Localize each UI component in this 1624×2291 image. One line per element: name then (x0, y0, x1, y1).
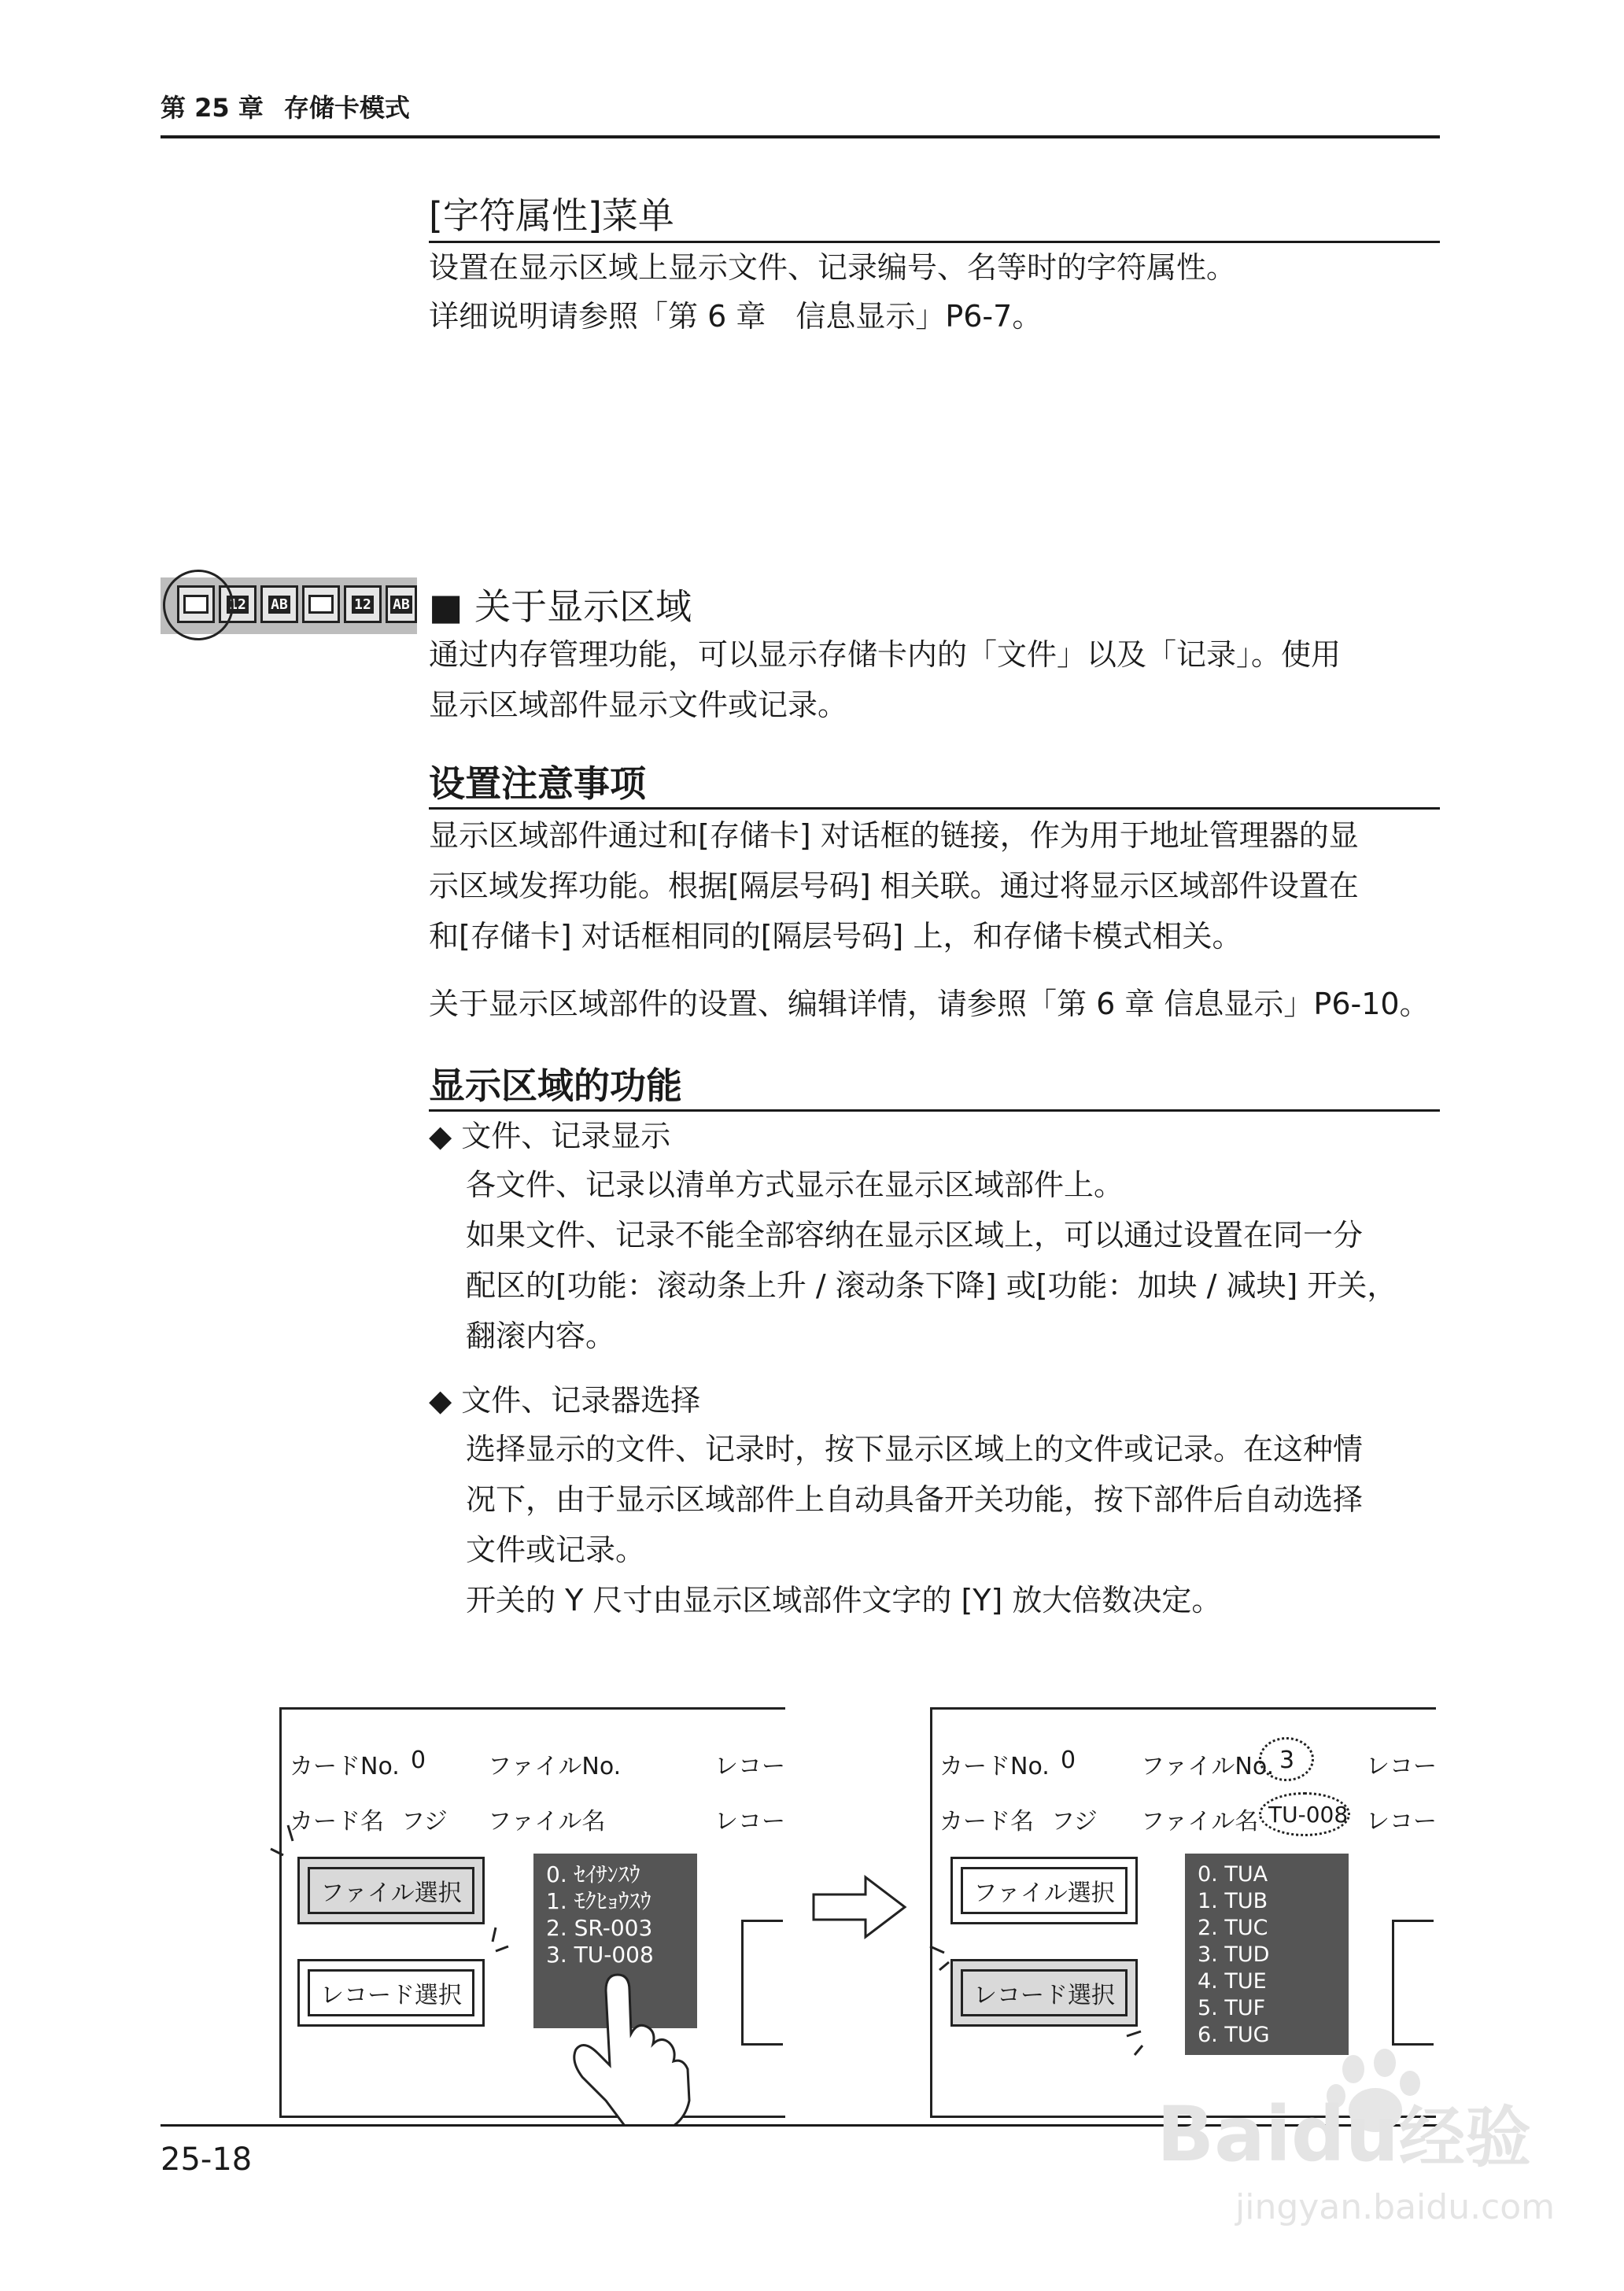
record-select-button[interactable]: レコード選択 (297, 1959, 485, 2027)
card-no-value: 0 (1061, 1747, 1076, 1774)
section-heading-notes: 设置注意事项 (429, 762, 646, 805)
paragraph-line: 开关的 Y 尺寸由显示区域部件文字的 [Y] 放大倍数决定。 (466, 1583, 1222, 1618)
card-no-label: カードNo. (939, 1753, 1050, 1780)
file-list-display[interactable] (1185, 1854, 1349, 2055)
list-item[interactable]: 0. ｾｲｻﾝｽｳ (546, 1861, 640, 1887)
display-area-icon (302, 585, 340, 623)
paragraph-line: 配区的[功能：滚动条上升 / 滚动条下降] 或[功能：加块 / 减块] 开关， (466, 1268, 1397, 1303)
transition-arrow-icon (810, 1872, 913, 1943)
paragraph-line: 如果文件、记录不能全部容纳在显示区域上，可以通过设置在同一分 (466, 1218, 1364, 1252)
chapter-number: 第 25 章 (161, 93, 264, 123)
record-label: レコー (714, 1753, 785, 1780)
file-no-label: ファイルNo. (488, 1753, 622, 1780)
header-rule (161, 135, 1440, 138)
file-no-value: 3 (1279, 1747, 1295, 1774)
number-display-icon: 12 (344, 585, 382, 623)
card-name-label: カード名 (939, 1808, 1034, 1835)
watermark-logo: Baidu经验 (1157, 2090, 1531, 2178)
page-number: 25-18 (161, 2142, 253, 2178)
file-name-label: ファイル名 (1141, 1808, 1259, 1835)
section-heading-functions: 显示区域的功能 (429, 1064, 682, 1107)
click-spark (939, 1962, 949, 1970)
card-name-value: フジ (1051, 1808, 1098, 1835)
card-name-label: カード名 (290, 1808, 384, 1835)
file-no-label: ファイルNo. (1141, 1753, 1275, 1780)
list-item[interactable]: 1. TUB (1198, 1889, 1268, 1913)
click-spark (1135, 2046, 1142, 2055)
file-select-button[interactable]: ファイル選択 (297, 1857, 485, 1924)
list-item[interactable]: 0. TUA (1198, 1862, 1268, 1887)
list-item[interactable]: 3. TU-008 (546, 1942, 654, 1968)
click-spark (288, 1825, 293, 1841)
scroll-buttons-partial (1392, 1920, 1434, 2046)
record-label: レコー (714, 1808, 785, 1835)
paragraph-line: 各文件、记录以清单方式显示在显示区域部件上。 (466, 1168, 1124, 1202)
paragraph-line: 况下，由于显示区域部件上自动具备开关功能，按下部件后自动选择 (466, 1482, 1364, 1517)
list-item[interactable]: 6. TUG (1198, 2023, 1270, 2047)
paragraph-line: 选择显示的文件、记录时，按下显示区域上的文件或记录。在这种情 (466, 1432, 1364, 1466)
highlight-circle (163, 570, 234, 640)
click-spark (493, 1928, 496, 1942)
text-display-icon: AB (260, 585, 298, 623)
file-select-button[interactable]: ファイル選択 (950, 1857, 1138, 1924)
paragraph-line: 示区域发挥功能。根据[隔层号码] 相关联。通过将显示区域部件设置在 (429, 869, 1359, 903)
list-item[interactable]: 5. TUF (1198, 1996, 1266, 2020)
section-heading-display-area: ■ 关于显示区域 (429, 585, 692, 628)
list-item[interactable]: 3. TUD (1198, 1942, 1270, 1967)
file-name-value: TU-008 (1268, 1802, 1349, 1828)
bullet-title: ◆ 文件、记录显示 (429, 1119, 671, 1153)
heading-rule (429, 807, 1440, 810)
chapter-header (161, 88, 410, 124)
click-spark (496, 1946, 508, 1951)
paragraph-line: 显示区域部件显示文件或记录。 (429, 688, 848, 722)
paragraph-line: 通过内存管理功能，可以显示存储卡内的「文件」以及「记录」。使用 (429, 637, 1342, 672)
list-item[interactable]: 4. TUE (1198, 1969, 1267, 1994)
paragraph-line: 翻滚内容。 (466, 1319, 616, 1353)
click-spark (1127, 2031, 1141, 2036)
paragraph-line: 设置在显示区域上显示文件、记录编号、名等时的字符属性。 (429, 250, 1237, 285)
paragraph-line: 文件或记录。 (466, 1533, 646, 1567)
list-item[interactable]: 1. ﾓｸﾋｮｳｽｳ (546, 1888, 651, 1914)
record-label: レコー (1366, 1808, 1437, 1835)
record-select-button[interactable]: レコード選択 (950, 1959, 1138, 2027)
file-name-label: ファイル名 (488, 1808, 606, 1835)
section-heading-char-attr: [字符属性]菜单 (429, 194, 674, 237)
list-item[interactable]: 2. TUC (1198, 1916, 1268, 1940)
record-label: レコー (1366, 1753, 1437, 1780)
text-display-icon: AB (386, 585, 417, 623)
number-display-icon: 12 (219, 585, 257, 623)
click-spark (271, 1849, 283, 1855)
paragraph-line: 详细说明请参照「第 6 章 信息显示」P6-7。 (429, 299, 1043, 334)
paragraph-line: 和[存储卡] 对话框相同的[隔层号码] 上，和存储卡模式相关。 (429, 919, 1242, 954)
card-no-label: カードNo. (290, 1753, 400, 1780)
click-spark (930, 1946, 944, 1953)
chapter-title: 存储卡模式 (283, 93, 410, 123)
list-item[interactable]: 2. SR-003 (546, 1915, 653, 1941)
paragraph-note: 关于显示区域部件的设置、编辑详情，请参照「第 6 章 信息显示」P6-10。 (429, 987, 1430, 1021)
watermark-url: jingyan.baidu.com (1235, 2187, 1556, 2227)
card-no-value: 0 (411, 1747, 426, 1774)
paragraph-line: 显示区域部件通过和[存储卡] 对话框的链接，作为用于地址管理器的显 (429, 818, 1359, 853)
figure-left-overlay (260, 1810, 842, 2124)
card-name-value: フジ (401, 1808, 448, 1835)
bullet-title: ◆ 文件、记录器选择 (429, 1383, 701, 1418)
pointing-hand-icon (574, 1975, 689, 2124)
figure-right-overlay (921, 1928, 1157, 2069)
